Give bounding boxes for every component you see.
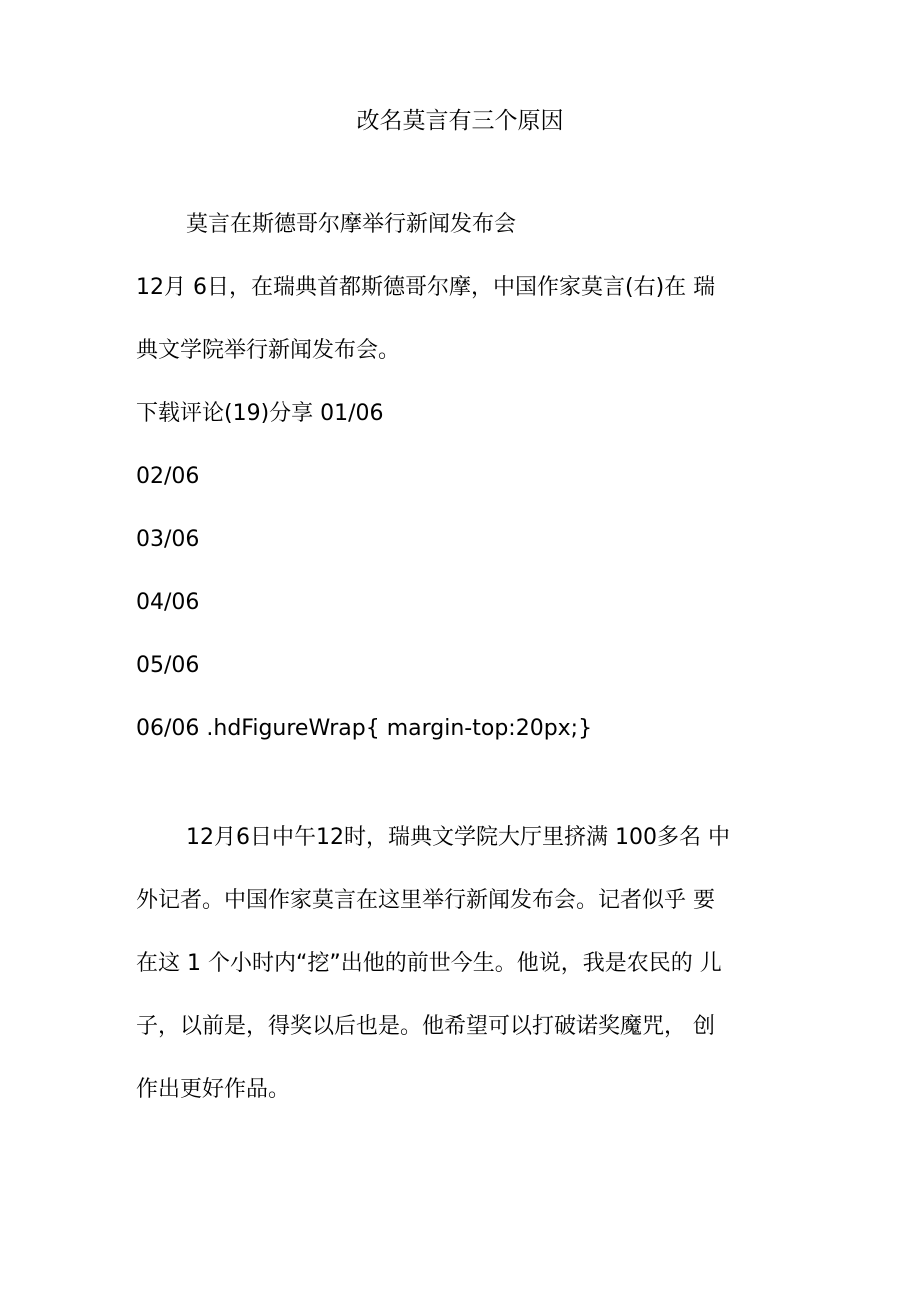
- page-indicator-06: 06/06 .hdFigureWrap{ margin-top:20px;}: [136, 716, 593, 741]
- caption-line-1: 12月 6日，在瑞典首都斯德哥尔摩，中国作家莫言(右)在 瑞: [136, 275, 716, 300]
- page-indicator-02: 02/06: [136, 464, 200, 489]
- download-comment-share-line: 下载评论(19)分享 01/06: [136, 401, 384, 426]
- body-paragraph-line: 作出更好作品。: [136, 1077, 291, 1102]
- page-indicator-03: 03/06: [136, 527, 200, 552]
- body-paragraph-line: 12月6日中午12时，瑞典文学院大厅里挤满 100多名 中: [186, 825, 730, 850]
- page-indicator-05: 05/06: [136, 653, 200, 678]
- body-paragraph-line: 在这 1 个小时内“挖”出他的前世今生。他说，我是农民的 儿: [136, 951, 722, 976]
- body-paragraph-line: 子，以前是，得奖以后也是。他希望可以打破诺奖魔咒， 创: [136, 1014, 715, 1039]
- article-subtitle: 莫言在斯德哥尔摩举行新闻发布会: [186, 212, 517, 237]
- caption-line-2: 典文学院举行新闻发布会。: [136, 338, 401, 363]
- page-indicator-04: 04/06: [136, 590, 200, 615]
- body-paragraph-line: 外记者。中国作家莫言在这里举行新闻发布会。记者似乎 要: [136, 888, 715, 913]
- article-title: 改名莫言有三个原因: [356, 108, 564, 134]
